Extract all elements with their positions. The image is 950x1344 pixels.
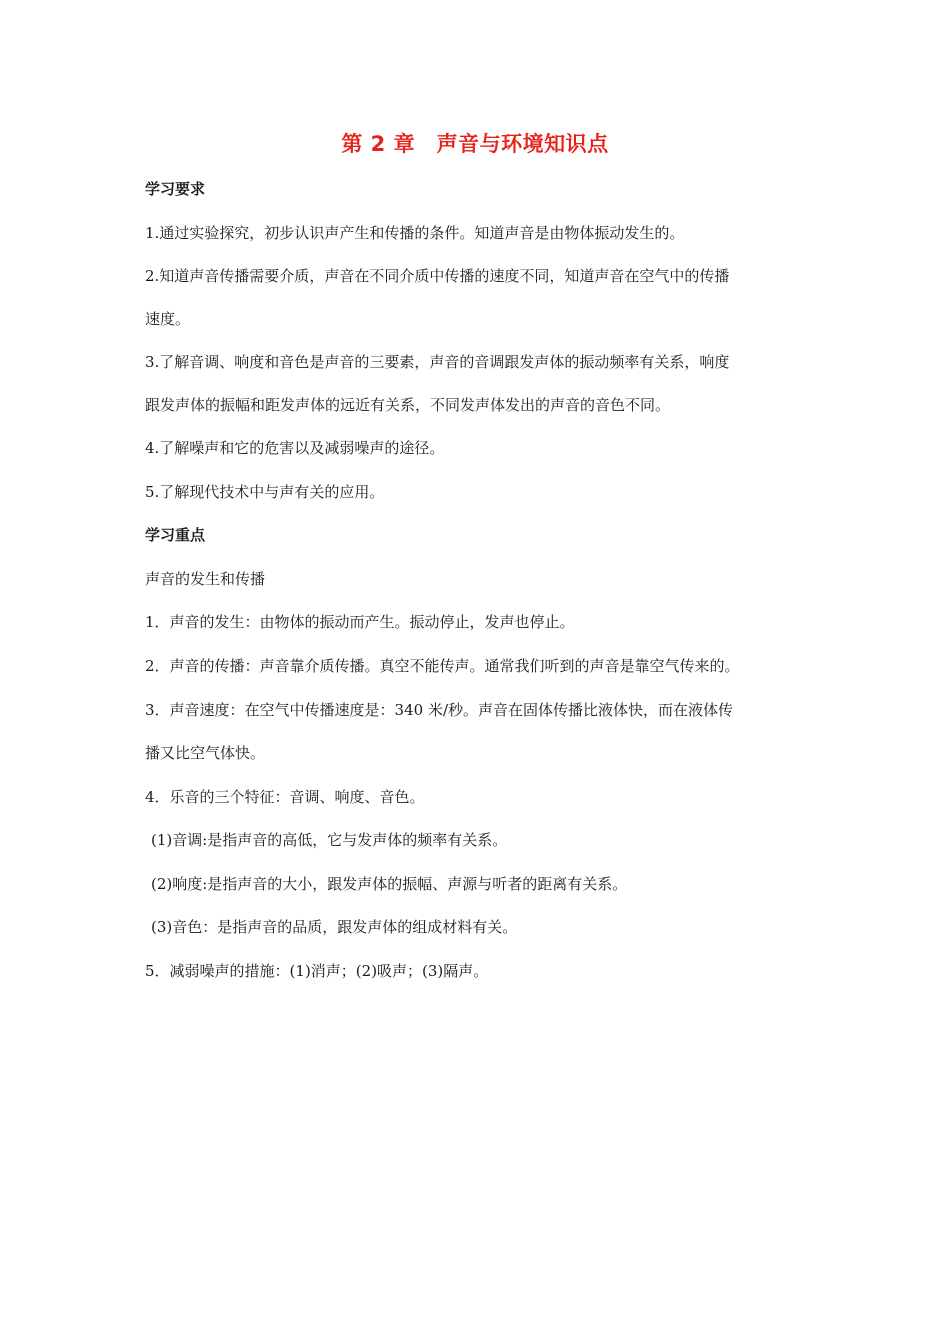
- key-point-item-2: 2．声音的传播：声音靠介质传播。真空不能传声。通常我们听到的声音是靠空气传来的。: [145, 657, 740, 675]
- requirement-item-4: 4.了解噪声和它的危害以及减弱噪声的途径。: [145, 439, 445, 457]
- key-point-item-1: 1．声音的发生：由物体的振动而产生。振动停止，发声也停止。: [145, 613, 575, 631]
- key-point-sub-pitch: (1)音调:是指声音的高低，它与发声体的频率有关系。: [151, 831, 508, 849]
- requirement-item-2-cont: 速度。: [145, 310, 191, 328]
- key-point-sub-timbre: (3)音色：是指声音的品质，跟发声体的组成材料有关。: [151, 918, 518, 936]
- document-title: 第 2 章 声音与环境知识点: [341, 132, 609, 156]
- key-point-item-4: 4．乐音的三个特征：音调、响度、音色。: [145, 788, 425, 806]
- key-point-sub-loudness: (2)响度:是指声音的大小，跟发声体的振幅、声源与听者的距离有关系。: [151, 875, 628, 893]
- section-heading-key-points: 学习重点: [145, 526, 206, 544]
- requirement-item-5: 5.了解现代技术中与声有关的应用。: [145, 483, 385, 501]
- key-point-item-3: 3．声音速度：在空气中传播速度是：340 米/秒。声音在固体传播比液体快，而在液体传: [145, 701, 733, 719]
- key-point-item-3-cont: 播又比空气体快。: [145, 744, 266, 762]
- requirement-item-1: 1.通过实验探究，初步认识声产生和传播的条件。知道声音是由物体振动发生的。: [145, 224, 685, 242]
- key-point-item-5: 5．减弱噪声的措施：(1)消声；(2)吸声；(3)隔声。: [145, 962, 489, 980]
- section-heading-requirements: 学习要求: [145, 180, 206, 198]
- key-points-subheading: 声音的发生和传播: [145, 570, 266, 588]
- requirement-item-3-cont: 跟发声体的振幅和距发声体的远近有关系，不同发声体发出的声音的音色不同。: [145, 396, 671, 414]
- requirement-item-2: 2.知道声音传播需要介质，声音在不同介质中传播的速度不同，知道声音在空气中的传播: [145, 267, 730, 285]
- requirement-item-3: 3.了解音调、响度和音色是声音的三要素，声音的音调跟发声体的振动频率有关系，响度: [145, 353, 730, 371]
